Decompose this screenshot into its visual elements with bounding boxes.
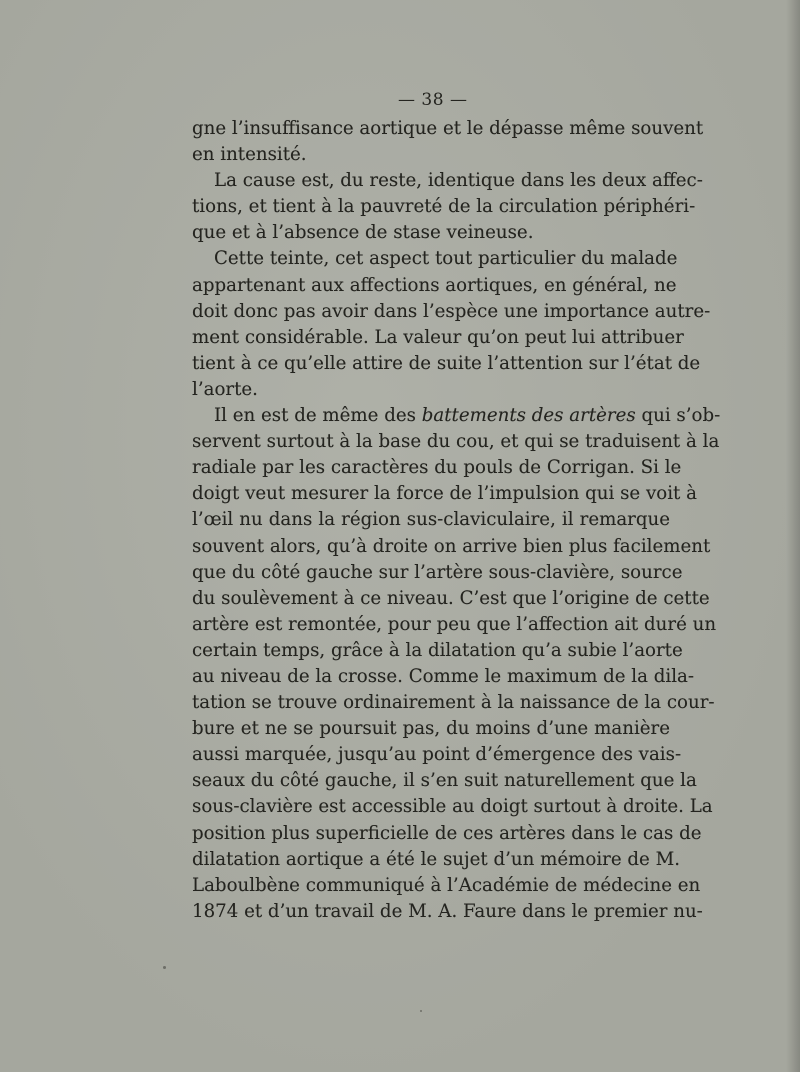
text-run: que du côté gauche sur l’artère sous-clavière, source xyxy=(192,561,683,583)
text-line xyxy=(192,794,713,820)
text-run: dilatation aortique a été le sujet d’un mémoire de M. xyxy=(192,848,680,870)
text-line xyxy=(192,690,715,716)
body-text xyxy=(192,116,721,925)
text-run: La cause est, du reste, identique dans les deux affec- xyxy=(214,170,703,192)
text-line xyxy=(192,742,682,768)
text-line xyxy=(192,246,678,272)
text-run: 1874 et d’un travail de M. A. Faure dans le premier nu- xyxy=(192,900,703,922)
text-run: ment considérable. La valeur qu’on peut lui attribuer xyxy=(192,326,684,348)
text-run: seaux du côté gauche, il s’en suit naturellement que la xyxy=(192,770,697,792)
text-line xyxy=(192,403,721,429)
page-number: — 38 — xyxy=(398,90,468,110)
text-line xyxy=(192,586,710,612)
text-run: tions, et tient à la pauvreté de la circulation périphéri- xyxy=(192,196,696,218)
text-run: en intensité. xyxy=(192,144,307,166)
text-run: Laboulbène communiqué à l’Académie de médecine en xyxy=(192,874,701,896)
text-run: que et à l’absence de stase veineuse. xyxy=(192,222,534,244)
paper-speck xyxy=(163,966,166,969)
text-line xyxy=(192,847,680,873)
text-line xyxy=(192,325,684,351)
text-run: doit donc pas avoir dans l’espèce une importance autre- xyxy=(192,300,711,322)
text-run: tient à ce qu’elle attire de suite l’attention sur l’état de xyxy=(192,352,701,374)
text-line xyxy=(192,429,720,455)
text-line xyxy=(192,273,677,299)
text-line xyxy=(192,351,701,377)
text-run: Il en est de même des xyxy=(214,405,422,427)
text-run: tation se trouve ordinairement à la naissance de la cour- xyxy=(192,692,715,714)
text-line xyxy=(192,560,683,586)
text-line xyxy=(192,194,696,220)
text-line xyxy=(192,377,670,403)
text-run: gne l’insuffisance aortique et le dépasse même souvent xyxy=(192,118,704,139)
text-run: position plus superficielle de ces artères dans le cas de xyxy=(192,822,702,844)
text-run: qui s’ob- xyxy=(635,405,721,427)
text-line xyxy=(192,664,695,690)
text-line xyxy=(192,507,670,533)
paper-speck xyxy=(420,1010,422,1012)
text-run: certain temps, grâce à la dilatation qu’a subie l’aorte xyxy=(192,639,683,661)
text-line xyxy=(192,612,717,638)
text-run: Cette teinte, cet aspect tout particulier du malade xyxy=(214,248,678,270)
text-line xyxy=(192,116,704,142)
text-run: au niveau de la crosse. Comme le maximum de la dila- xyxy=(192,665,695,687)
text-run: souvent alors, qu’à droite on arrive bien plus facilement xyxy=(192,535,711,557)
text-run: l’aorte. xyxy=(192,378,258,400)
text-line xyxy=(192,168,703,194)
text-line xyxy=(192,481,697,507)
text-run: l’œil nu dans la région sus-claviculaire, il remarque xyxy=(192,509,670,531)
text-run: du soulèvement à ce niveau. C’est que l’origine de cette xyxy=(192,587,710,609)
text-run: aussi marquée, jusqu’au point d’émergence des vais- xyxy=(192,744,682,766)
text-line xyxy=(192,455,682,481)
text-run: bure et ne se poursuit pas, du moins d’une manière xyxy=(192,718,670,740)
text-run: sous-clavière est accessible au doigt surtout à droite. La xyxy=(192,796,713,818)
text-line xyxy=(192,638,683,664)
text-run: servent surtout à la base du cou, et qui se traduisent à la xyxy=(192,431,720,453)
text-run: artère est remontée, pour peu que l’affection ait duré un xyxy=(192,613,717,635)
text-line xyxy=(192,821,702,847)
text-run: doigt veut mesurer la force de l’impulsion qui se voit à xyxy=(192,483,697,505)
text-run: radiale par les caractères du pouls de Corrigan. Si le xyxy=(192,457,682,479)
text-line xyxy=(192,142,670,168)
text-run: appartenant aux affections aortiques, en général, ne xyxy=(192,274,677,296)
italic-text: battements des artères xyxy=(421,405,636,427)
text-line xyxy=(192,873,701,899)
text-line xyxy=(192,716,670,742)
text-line xyxy=(192,768,697,794)
text-line xyxy=(192,220,670,246)
text-line xyxy=(192,299,711,325)
text-line xyxy=(192,899,703,925)
text-line xyxy=(192,534,711,560)
page-edge-shadow xyxy=(786,0,800,1072)
